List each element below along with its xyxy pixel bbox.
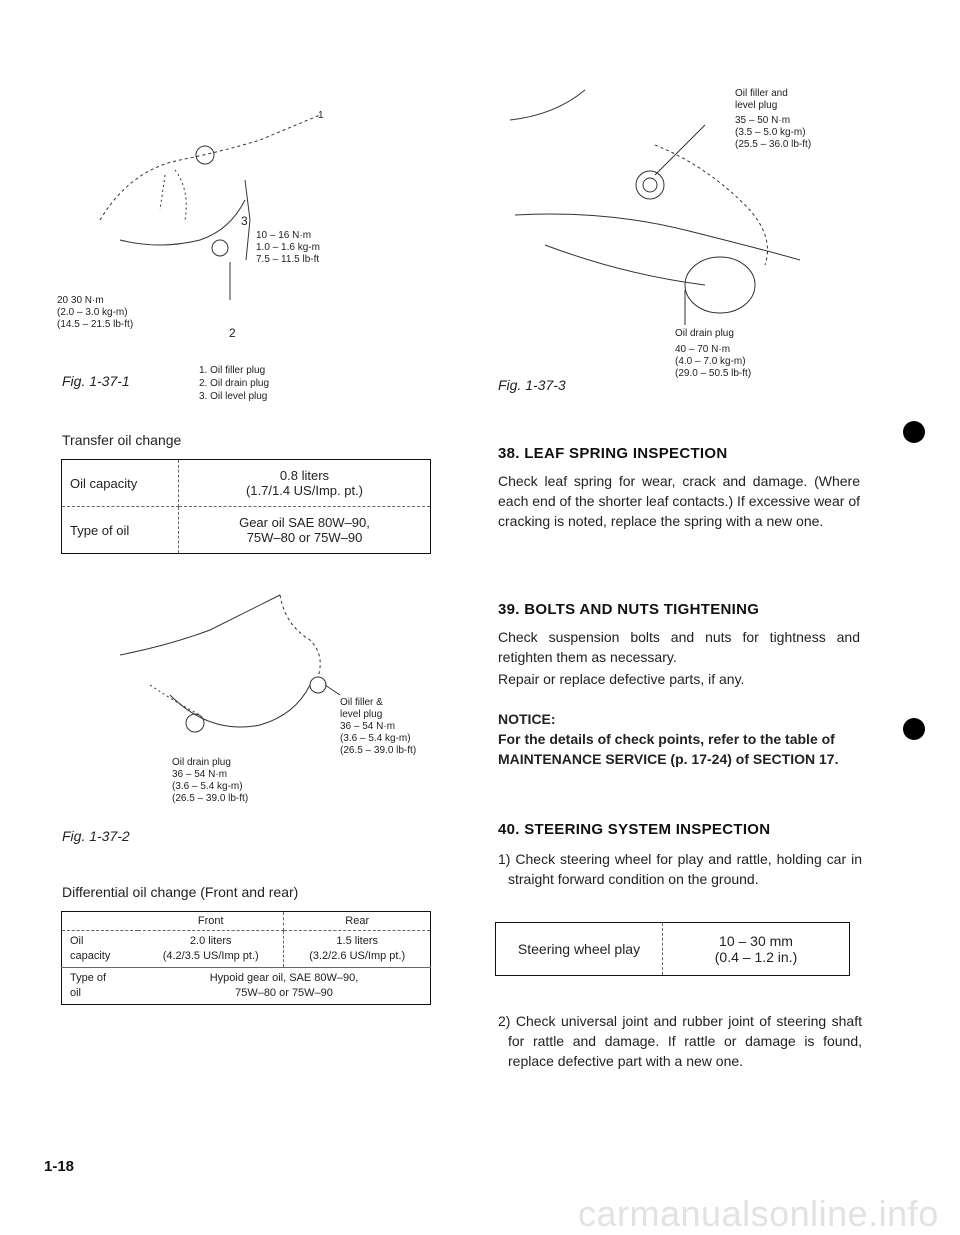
fig3-drain-line: (4.0 – 7.0 kg-m)	[675, 356, 746, 367]
steering-play-table	[495, 922, 850, 976]
transfer-capacity-pt: (1.7/1.4 US/Imp. pt.)	[245, 483, 364, 498]
differential-type-label-line: Type of	[70, 972, 107, 984]
differential-rear-liters: 1.5 liters	[336, 935, 378, 947]
fig3-filler-line: Oil filler and	[735, 88, 788, 99]
fig3-drain-line: Oil drain plug	[675, 328, 734, 339]
section-40-step2: 2) Check universal joint and rubber joint of steering shaft for rattle and damage. If rattle or damage is found, replace defective part with a new one.	[498, 1013, 862, 1069]
fig2-filler-line: (3.6 – 5.4 kg-m)	[340, 733, 411, 744]
differential-col-front: Front	[138, 912, 284, 931]
transfer-title: Transfer oil change	[62, 432, 182, 448]
fig3-filler-line: level plug	[735, 100, 778, 111]
fig2-drain-label	[172, 757, 248, 805]
section-39-heading: 39. BOLTS AND NUTS TIGHTENING	[498, 601, 760, 618]
fig3-filler-line: (3.5 – 5.0 kg-m)	[735, 127, 806, 138]
binder-hole-mark	[903, 718, 925, 740]
fig3-filler-label	[735, 88, 811, 151]
transfer-type-line: 75W–80 or 75W–90	[246, 530, 363, 545]
transfer-capacity-liters: 0.8 liters	[279, 468, 330, 483]
fig2-drain-line: 36 – 54 N·m	[172, 769, 228, 780]
differential-col-rear: Rear	[284, 912, 431, 931]
differential-type-row	[62, 968, 431, 1005]
notice-label: NOTICE:	[498, 711, 556, 727]
fig1-callout-2: 2	[229, 326, 236, 340]
fig2-drain-line: Oil drain plug	[172, 757, 231, 768]
fig1-torque-b-line: (14.5 – 21.5 lb-ft)	[57, 319, 134, 330]
page-number: 1-18	[44, 1158, 75, 1175]
fig1-torque-b	[57, 295, 133, 331]
fig3-drain-line: (29.0 – 50.5 lb-ft)	[675, 368, 752, 379]
steering-play-value	[663, 923, 850, 976]
transfer-capacity-label: Oil capacity	[62, 460, 179, 507]
fig1-legend-item: 2. Oil drain plug	[199, 378, 270, 389]
fig2-drain-line: (26.5 – 39.0 lb-ft)	[172, 793, 249, 804]
fig1-torque-a-line: 7.5 – 11.5 lb-ft	[256, 254, 320, 265]
differential-rear-pt: (3.2/2.6 US/Imp pt.)	[309, 950, 406, 962]
differential-type-line: Hypoid gear oil, SAE 80W–90,	[209, 972, 359, 984]
differential-type-line: 75W–80 or 75W–90	[235, 987, 333, 999]
transfer-type-line: Gear oil SAE 80W–90,	[239, 515, 370, 530]
fig1-torque-b-line: 20 30 N·m	[57, 295, 104, 306]
differential-capacity-label-line: capacity	[70, 950, 111, 962]
fig1-callout-3: 3	[241, 214, 248, 228]
differential-front-liters: 2.0 liters	[189, 935, 232, 947]
section-38-heading: 38. LEAF SPRING INSPECTION	[498, 445, 728, 462]
fig1-torque-a	[256, 230, 320, 266]
section-40-heading: 40. STEERING SYSTEM INSPECTION	[498, 821, 771, 838]
fig2-filler-line: Oil filler &	[340, 697, 383, 708]
section-39-line2: Repair or replace defective parts, if any.	[498, 671, 745, 687]
differential-capacity-label-line: Oil	[70, 935, 84, 947]
differential-title: Differential oil change (Front and rear)	[62, 884, 299, 900]
fig3-drain-label	[675, 328, 751, 380]
differential-front-capacity	[138, 931, 284, 968]
fig3-filler-line: (25.5 – 36.0 lb-ft)	[735, 139, 812, 150]
binder-hole-mark	[903, 421, 925, 443]
differential-capacity-row	[62, 931, 431, 968]
fig2-filler-label	[340, 697, 416, 757]
fig1-legend-item: 3. Oil level plug	[199, 391, 268, 402]
fig2-caption: Fig. 1-37-2	[62, 828, 130, 844]
section-39-line1: Check suspension bolts and nuts for tightness and retighten them as necessary.	[498, 629, 860, 665]
differential-capacity-label	[62, 931, 139, 968]
fig-1-37-1-drawing	[70, 100, 330, 310]
transfer-type-row	[62, 507, 431, 554]
fig1-legend-item: 1. Oil filler plug	[199, 365, 266, 376]
differential-spec-table	[61, 911, 431, 1005]
section-40-step1: 1) Check steering wheel for play and rattle, holding car in straight forward condition on the ground.	[498, 851, 862, 887]
fig3-drain-line: 40 – 70 N·m	[675, 344, 731, 355]
differential-header-row	[62, 912, 431, 931]
notice-body: For the details of check points, refer to the table of MAINTENANCE SERVICE (p. 17-24) of SECTION 17.	[498, 731, 839, 767]
differential-type-value	[138, 968, 431, 1005]
transfer-type-label: Type of oil	[62, 507, 179, 554]
fig3-filler-line: 35 – 50 N·m	[735, 115, 791, 126]
differential-type-label-line: oil	[70, 987, 82, 999]
fig1-torque-a-line: 10 – 16 N·m	[256, 230, 312, 241]
steering-play-mm: 10 – 30 mm	[719, 933, 793, 949]
fig-1-37-2-drawing	[110, 585, 370, 760]
transfer-capacity-value	[179, 460, 431, 507]
fig2-filler-line: level plug	[340, 709, 383, 720]
fig1-legend	[199, 364, 269, 403]
fig2-filler-line: 36 – 54 N·m	[340, 721, 396, 732]
transfer-spec-table	[61, 459, 431, 554]
fig2-drain-line: (3.6 – 5.4 kg-m)	[172, 781, 243, 792]
fig1-torque-a-line: 1.0 – 1.6 kg-m	[256, 242, 320, 253]
transfer-type-value	[179, 507, 431, 554]
differential-rear-capacity	[284, 931, 431, 968]
fig2-filler-line: (26.5 – 39.0 lb-ft)	[340, 745, 417, 756]
section-38-body: Check leaf spring for wear, crack and damage. (Where each end of the shorter leaf contacts.) If excessive wear of cracking is noted, replace the spring with a new one.	[498, 473, 860, 529]
steering-play-in: (0.4 – 1.2 in.)	[714, 949, 798, 965]
watermark: carmanualsonline.info	[578, 1193, 939, 1234]
fig1-caption: Fig. 1-37-1	[62, 373, 130, 389]
transfer-capacity-row	[62, 460, 431, 507]
steering-play-label: Steering wheel play	[496, 923, 663, 976]
differential-front-pt: (4.2/3.5 US/Imp pt.)	[162, 950, 259, 962]
fig1-callout-1: 1	[318, 110, 324, 121]
fig1-torque-b-line: (2.0 – 3.0 kg-m)	[57, 307, 128, 318]
steering-play-row	[496, 923, 850, 976]
differential-type-label	[62, 968, 139, 1005]
fig3-caption: Fig. 1-37-3	[498, 377, 566, 393]
